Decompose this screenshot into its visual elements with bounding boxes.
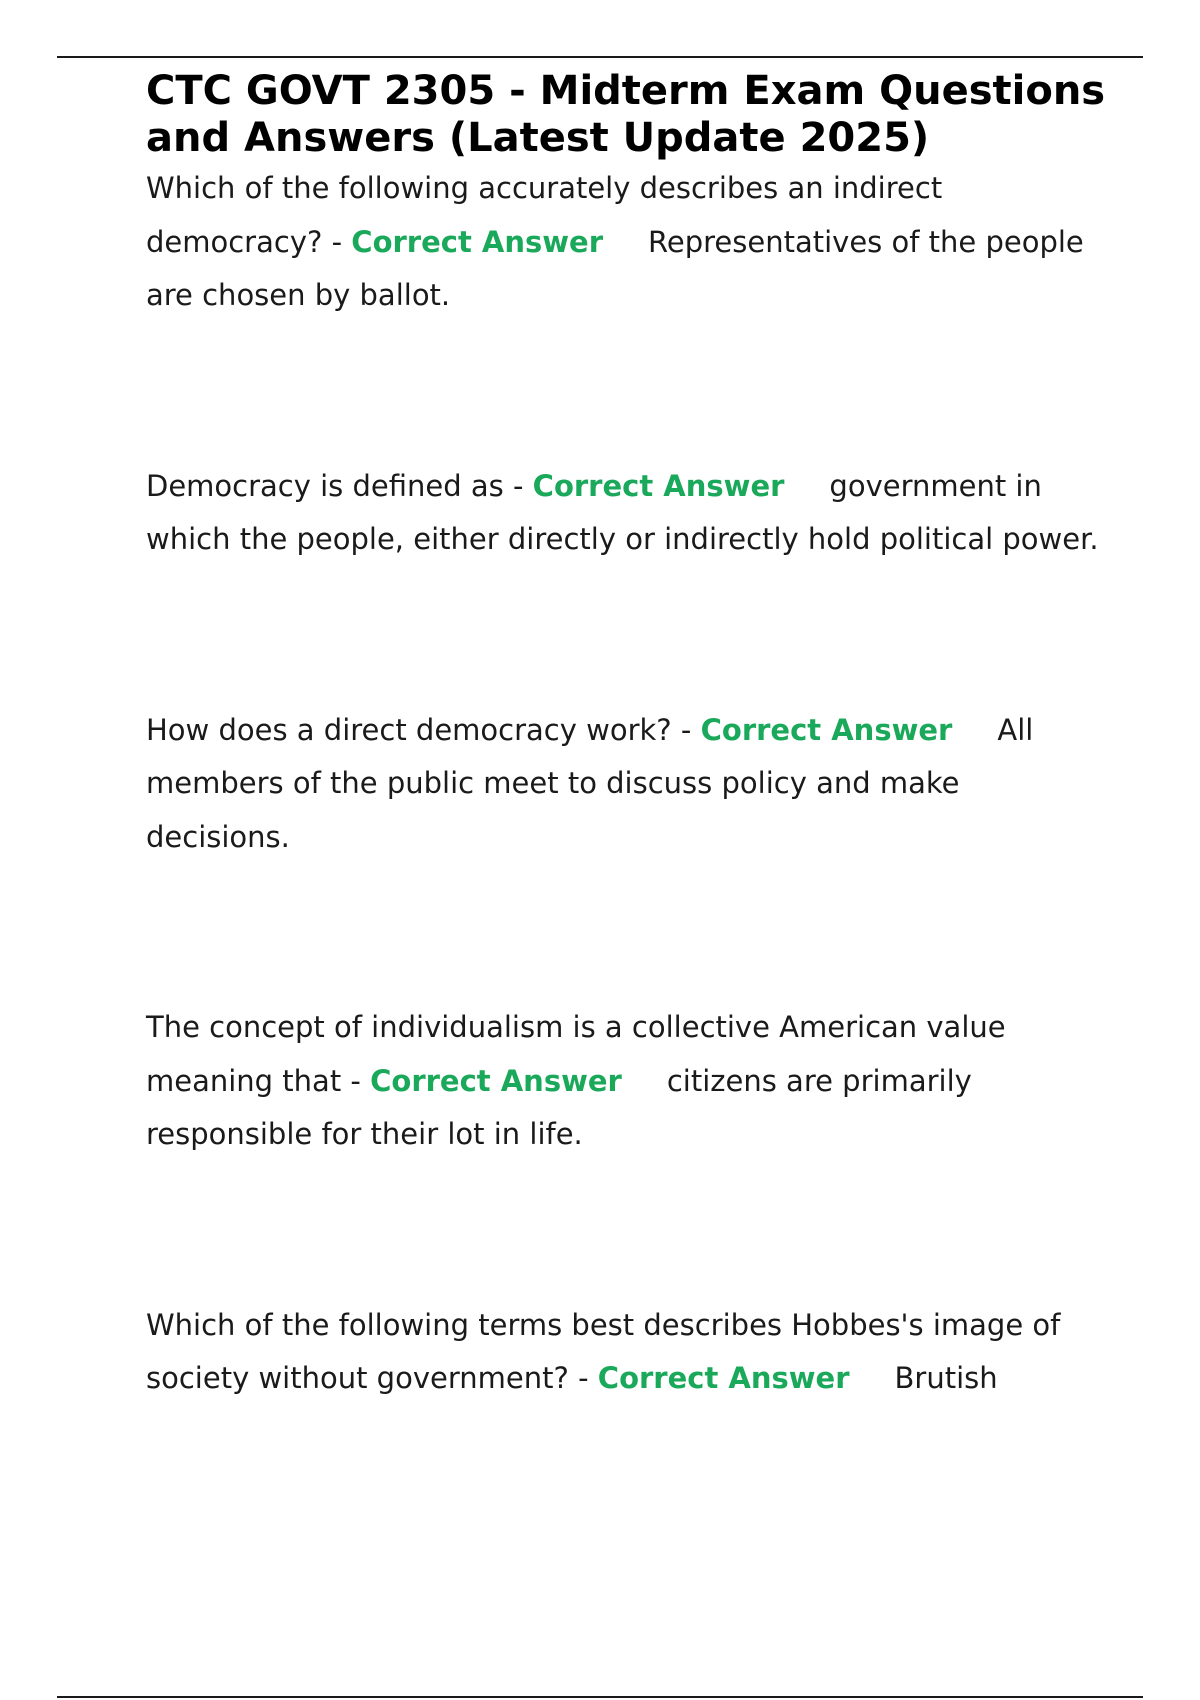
question-text: How does a direct democracy work? - bbox=[146, 712, 692, 747]
qa-item bbox=[146, 460, 1106, 567]
qa-item bbox=[146, 1001, 1106, 1162]
qa-list bbox=[146, 162, 1106, 1406]
answer-text: All members of the public meet to discuss policy and make decisions. bbox=[146, 712, 1034, 854]
question-text: Democracy is defined as - bbox=[146, 468, 524, 503]
question-text: The concept of individualism is a collective American value meaning that - bbox=[146, 1010, 1006, 1098]
question-text: Which of the following accurately describes an indirect democracy? - bbox=[146, 171, 943, 259]
answer-text: Brutish bbox=[894, 1361, 998, 1395]
qa-item bbox=[146, 704, 1106, 865]
answer-text: government in which the people, either directly or indirectly hold political power. bbox=[146, 468, 1099, 556]
correct-answer-label: Correct Answer bbox=[351, 224, 604, 259]
correct-answer-label: Correct Answer bbox=[700, 712, 953, 747]
document-content bbox=[146, 68, 1106, 1543]
qa-item bbox=[146, 162, 1106, 323]
answer-text: Representatives of the people are chosen by ballot. bbox=[146, 224, 1084, 312]
correct-answer-label: Correct Answer bbox=[597, 1361, 850, 1395]
answer-text: citizens are primarily responsible for their lot in life. bbox=[146, 1063, 972, 1151]
question-text: Which of the following terms best describes Hobbes's image of society without government? - bbox=[146, 1307, 1061, 1395]
qa-item bbox=[146, 1299, 1106, 1406]
bottom-rule bbox=[57, 1696, 1143, 1698]
correct-answer-label: Correct Answer bbox=[370, 1063, 622, 1098]
top-rule bbox=[57, 56, 1143, 58]
document-title: CTC GOVT 2305 - Midterm Exam Questions and Answers (Latest Update 2025) bbox=[146, 68, 1106, 161]
correct-answer-label: Correct Answer bbox=[532, 468, 785, 503]
